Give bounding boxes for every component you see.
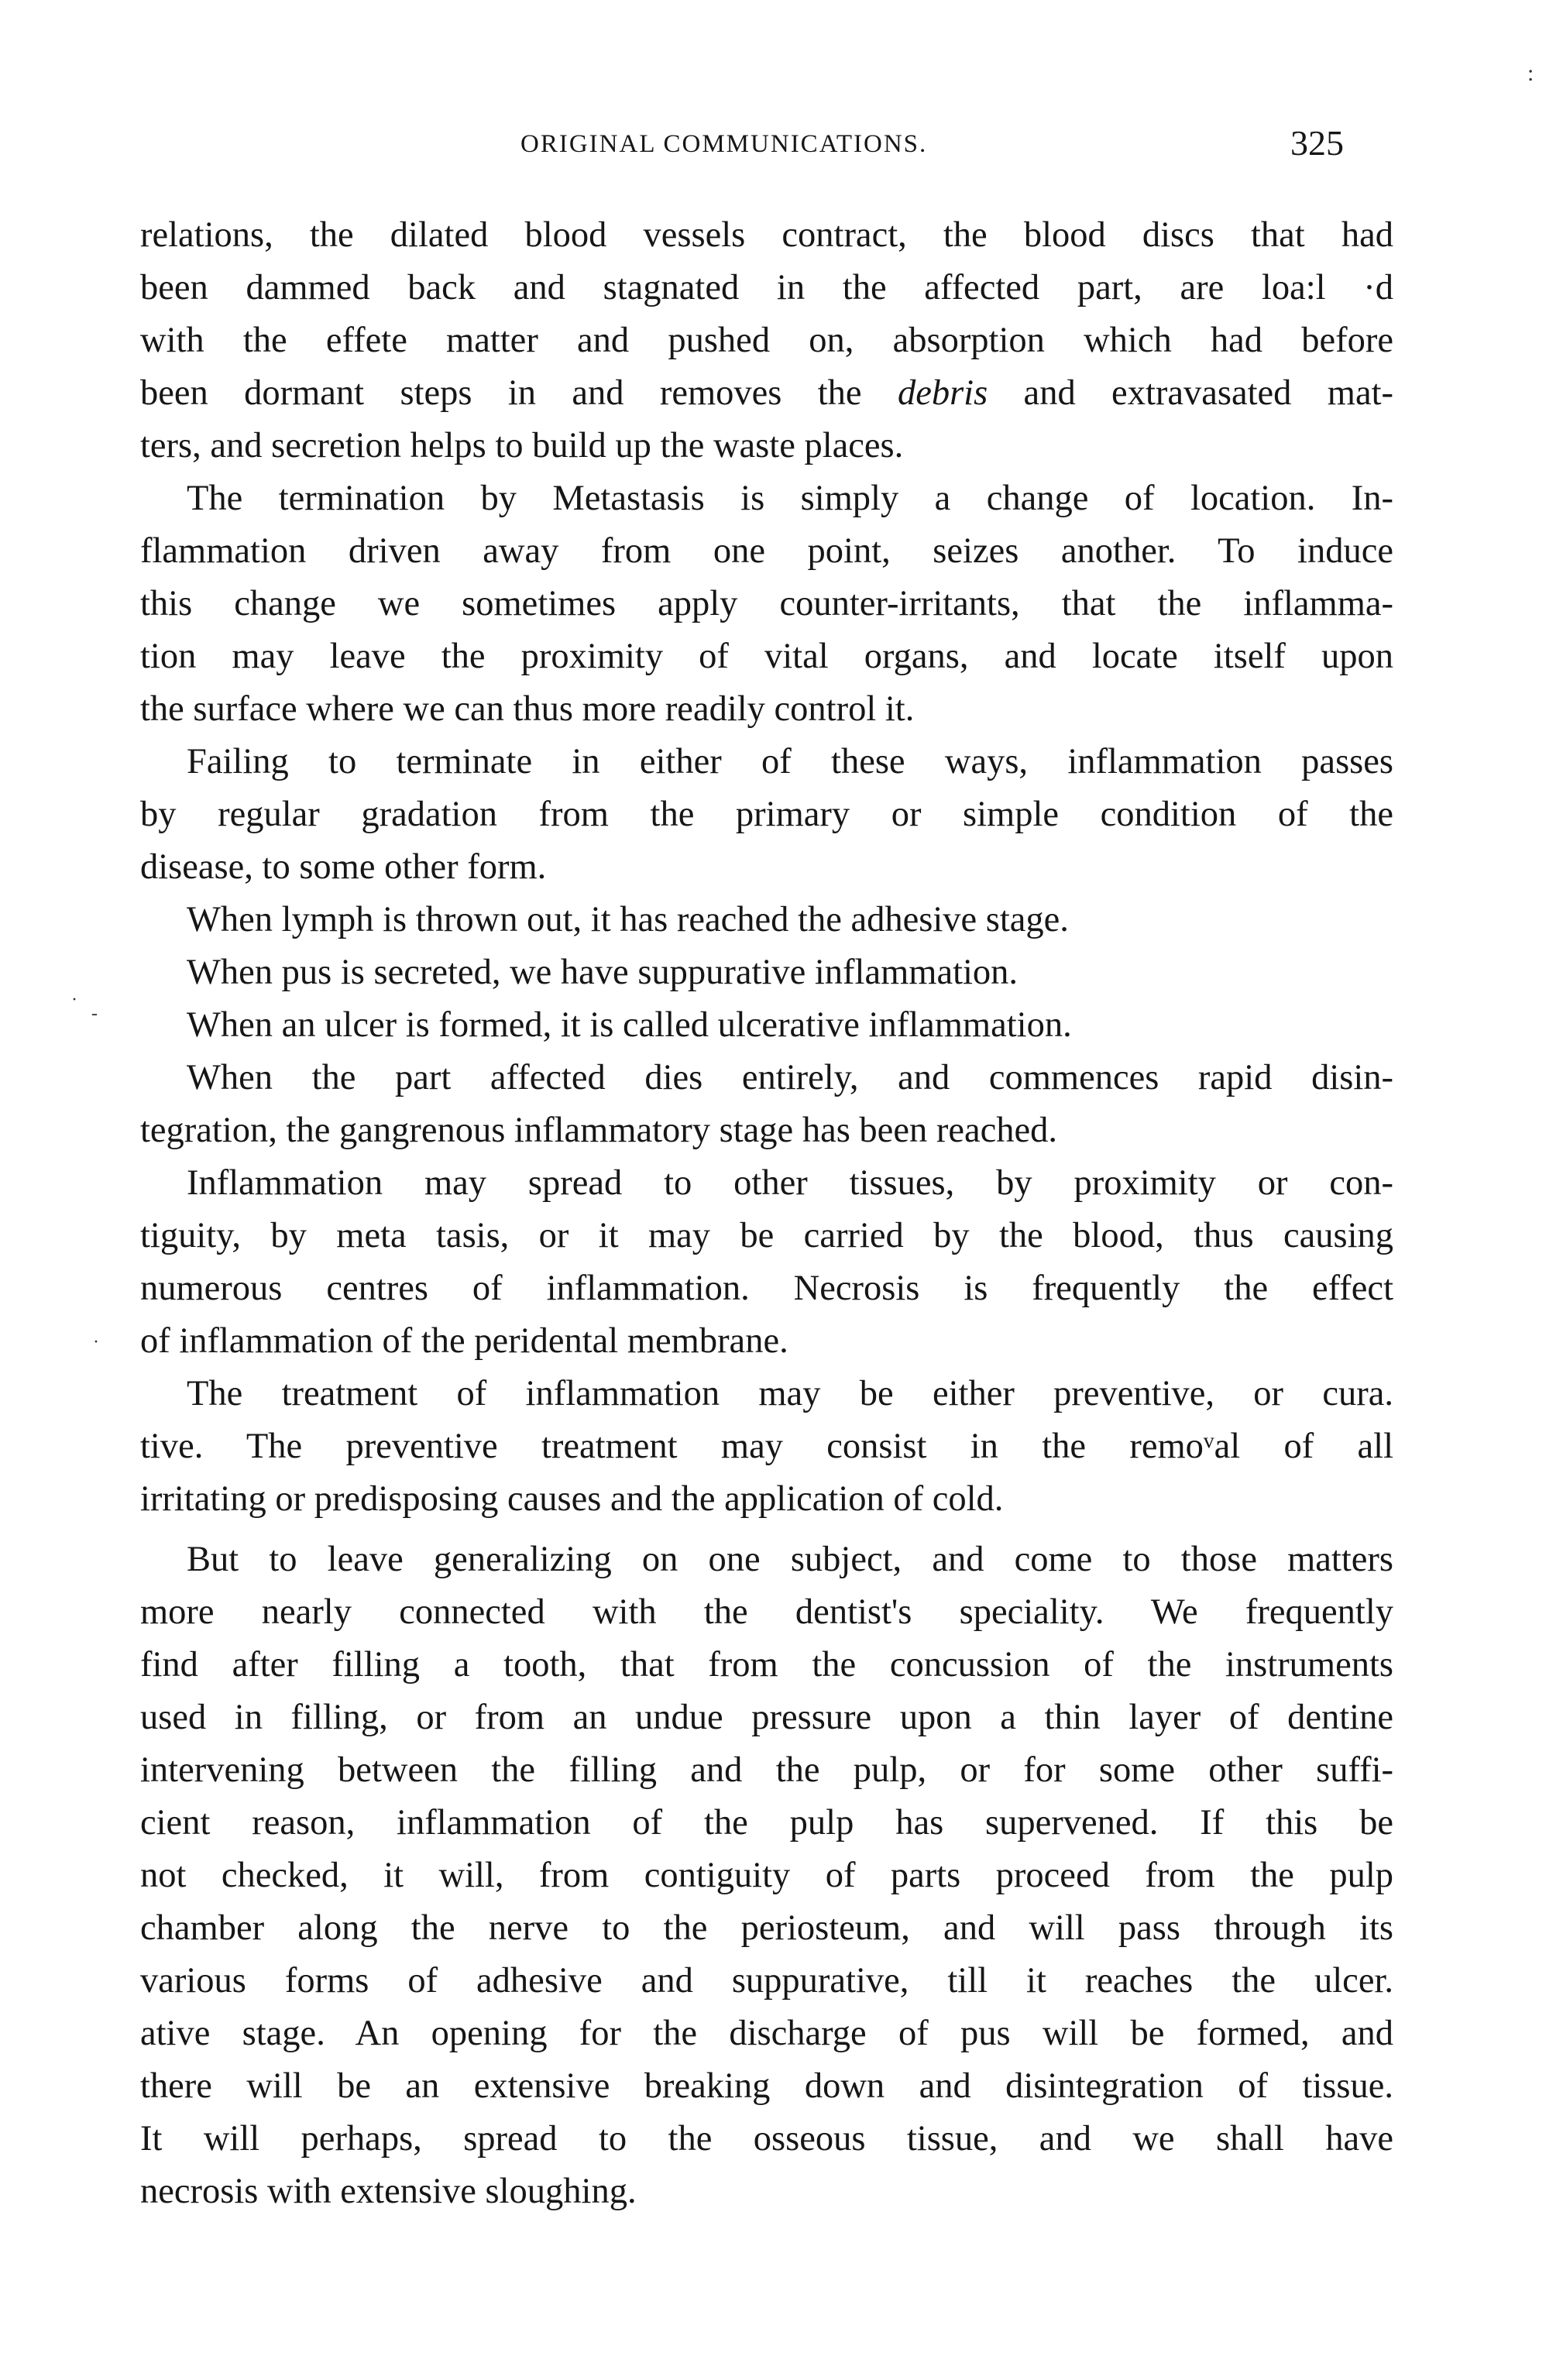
text-line: been dormant steps in and removes the debris and extravasated mat- [140,373,1393,413]
text-line: of inflammation of the peridental membrane. [140,1321,788,1361]
text-line: When lymph is thrown out, it has reached the adhesive stage. [187,900,1069,939]
text-line: find after filling a tooth, that from the concussion of the instruments [140,1645,1393,1685]
text-line: Failing to terminate in either of these ways, inflammation passes [187,742,1393,781]
text-line: It will perhaps, spread to the osseous tissue, and we shall have [140,2119,1393,2158]
text-line: more nearly connected with the dentist's speciality. We frequently [140,1592,1393,1632]
text-line: The termination by Metastasis is simply a change of location. In- [187,479,1393,518]
text-line: ters, and secretion helps to build up the waste places. [140,426,904,465]
text-line: irritating or predisposing causes and the application of cold. [140,1479,1004,1519]
page-number: 325 [1290,123,1344,163]
text-line: When the part affected dies entirely, and commences rapid disin- [187,1058,1393,1097]
text-line: chamber along the nerve to the periosteum, and will pass through its [140,1908,1393,1948]
text-line: But to leave generalizing on one subject, and come to those matters [187,1540,1393,1579]
text-line: tiguity, by meta tasis, or it may be carried by the blood, thus causing [140,1216,1393,1255]
text-line: tegration, the gangrenous inflammatory stage has been reached. [140,1111,1058,1150]
text-line: disease, to some other form. [140,847,547,887]
text-line: The treatment of inflammation may be either preventive, or cura. [187,1374,1393,1413]
text-line: by regular gradation from the primary or simple condition of the [140,795,1393,834]
text-line: tion may leave the proximity of vital organs, and locate itself upon [140,637,1393,676]
text-line: not checked, it will, from contiguity of parts proceed from the pulp [140,1856,1393,1895]
text-line: cient reason, inflammation of the pulp has supervened. If this be [140,1803,1393,1843]
text-line: there will be an extensive breaking down and disintegration of tissue. [140,2066,1393,2106]
stray-mark: · [71,990,77,1010]
text-line: Inflammation may spread to other tissues, by proximity or con- [187,1163,1393,1203]
text-line: necrosis with extensive sloughing. [140,2172,637,2211]
stray-mark: · [93,1332,99,1352]
text-line: intervening between the filling and the pulp, or for some other suffi- [140,1750,1393,1790]
text-line: the surface where we can thus more readily control it. [140,689,915,729]
stray-mark: : [1527,60,1534,86]
page-header [0,122,1563,169]
text-line: with the effete matter and pushed on, absorption which had before [140,321,1393,360]
text-line: numerous centres of inflammation. Necrosis is frequently the effect [140,1269,1393,1308]
text-line: When an ulcer is formed, it is called ulcerative inflammation. [187,1005,1072,1045]
text-line: ative stage. An opening for the discharge of pus will be formed, and [140,2014,1393,2053]
text-line: relations, the dilated blood vessels contract, the blood discs that had [140,215,1393,255]
text-line: used in filling, or from an undue pressure upon a thin layer of dentine [140,1698,1393,1737]
stray-mark: - [91,1004,98,1024]
italic-word: debris [897,373,988,413]
text-line: When pus is secreted, we have suppurative inflammation. [187,953,1019,992]
text-line: flammation driven away from one point, seizes another. To induce [140,531,1393,571]
running-head: ORIGINAL COMMUNICATIONS. [520,130,928,158]
text-line: various forms of adhesive and suppurative, till it reaches the ulcer. [140,1961,1393,2001]
text-line: this change we sometimes apply counter-irritants, that the inflamma- [140,584,1393,623]
text-line: tive. The preventive treatment may consist in the remoᵛal of all [140,1427,1393,1466]
text-line: been dammed back and stagnated in the affected part, are loa:l ·d [140,268,1393,307]
